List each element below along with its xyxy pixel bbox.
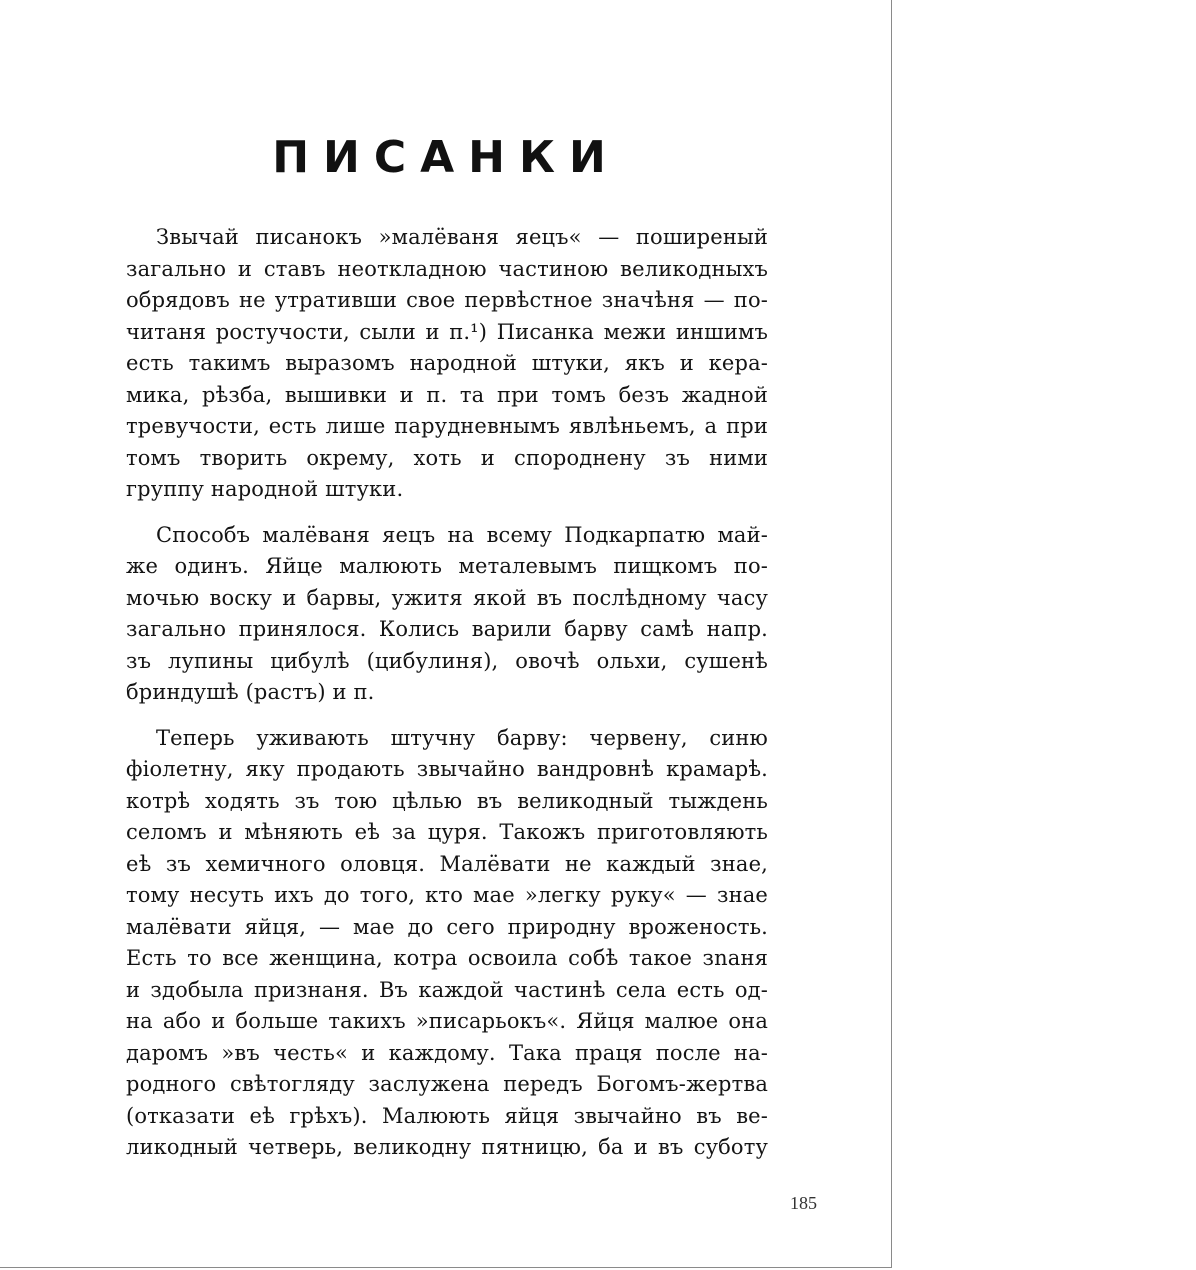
paragraph-2 bbox=[126, 520, 768, 709]
text-line: загально принялося. Колись варили барву самѣ напр. bbox=[126, 617, 768, 641]
text-line: Теперь уживають штучну барву: червену, синю bbox=[156, 725, 768, 750]
text-line: (отказати еѣ грѣхъ). Малюють яйця звычайно въ ве- bbox=[126, 1103, 768, 1128]
text-line: тревучости, есть лише парудневнымъ явлѣньемъ, а при bbox=[126, 414, 768, 438]
text-line: котрѣ ходять зъ тою цѣлью въ великодный тыждень bbox=[126, 788, 768, 813]
text-line: читаня ростучости, сыли и п.¹) Писанка межи иншимъ bbox=[126, 319, 768, 344]
text-line: же одинъ. Яйце малюють металевымъ пищкомъ по- bbox=[126, 554, 768, 578]
text-line: селомъ и мѣняють еѣ за цуря. Такожъ приготовляють bbox=[126, 820, 768, 844]
text-line: загально и ставъ неоткладною частиною великодныхъ bbox=[126, 256, 768, 281]
text-line: тому несуть ихъ до того, кто мае »легку руку« — знае bbox=[126, 883, 768, 907]
text-line: Есть то все женщина, котра освоила собѣ такое зnaня bbox=[126, 946, 768, 970]
body-text bbox=[126, 222, 768, 1178]
text-line: есть такимъ выразомъ народной штуки, якъ и кера- bbox=[126, 351, 768, 375]
text-line: на або и больше такихъ »писарьокъ«. Яйця малюе она bbox=[126, 1009, 768, 1033]
text-line: мочью воску и барвы, ужитя якой въ послѣдному часу bbox=[126, 585, 768, 610]
text-line: и здобыла признаня. Въ каждой частинѣ села есть од- bbox=[126, 977, 768, 1002]
text-line: фіолетну, яку продають звычайно вандровнѣ крамарѣ. bbox=[126, 757, 768, 781]
text-line: группу народной штуки. bbox=[126, 477, 404, 501]
text-line: обрядовъ не утративши свое первѣстное значѣня — по- bbox=[126, 288, 768, 312]
text-line: родного свѣтогляду заслужена передъ Богомъ-жертва bbox=[126, 1072, 768, 1096]
page-title: ПИСАНКИ bbox=[272, 132, 620, 183]
text-line: ликодный четверь, великодну пятницю, ба и въ суботу bbox=[126, 1135, 768, 1159]
text-line: бриндушѣ (растъ) и п. bbox=[126, 680, 375, 704]
page-number: 185 bbox=[790, 1193, 817, 1213]
text-line: Звычай писанокъ »малёваня яецъ« — поширеный bbox=[156, 225, 768, 249]
text-line: малёвати яйця, — мае до сего природну вроженость. bbox=[126, 914, 768, 939]
text-line: еѣ зъ хемичного оловця. Малёвати не каждый знае, bbox=[126, 851, 768, 876]
text-line: томъ творить окрему, хоть и спороднену зъ ними bbox=[126, 445, 768, 470]
text-line: зъ лупины цибулѣ (цибулиня), овочѣ ольхи, сушенѣ bbox=[126, 648, 768, 673]
text-line: мика, рѣзба, вышивки и п. та при томъ безъ жадной bbox=[126, 382, 768, 407]
text-line: даромъ »въ честь« и каждому. Така праця после на- bbox=[126, 1040, 768, 1065]
text-line: Способъ малёваня яецъ на всему Подкарпатю май- bbox=[156, 522, 768, 547]
paragraph-3 bbox=[126, 723, 768, 1164]
paragraph-1 bbox=[126, 222, 768, 506]
